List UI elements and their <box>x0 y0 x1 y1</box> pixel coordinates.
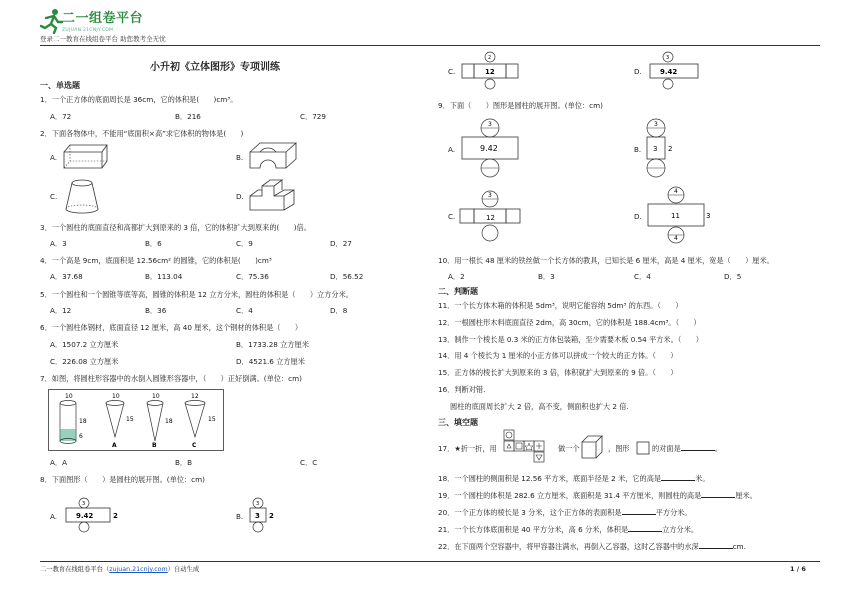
q3-option-c[interactable]: C．9 <box>236 239 253 248</box>
question-10: 10．用一根长 48 厘米的铁丝做一个长方体的教具，已知长是 6 厘米，高是 4 厘米，宽是（ ）厘米。 <box>438 256 774 265</box>
q20-answer-blank[interactable] <box>622 514 656 515</box>
q4-option-b[interactable]: B．113.04 <box>145 272 183 281</box>
q19-answer-blank[interactable] <box>701 497 735 498</box>
q10-option-a[interactable]: A．2 <box>448 272 465 281</box>
q7-option-b[interactable]: B．B <box>175 458 193 467</box>
q9-option-a[interactable]: A. <box>448 145 456 154</box>
svg-text:10: 10 <box>65 393 73 400</box>
q8-option-c[interactable]: C. <box>448 67 456 76</box>
question-1: 1．一个正方体的底面周长是 36cm，它的体积是( )cm³。 <box>40 95 238 104</box>
q6-option-c[interactable]: C．226.08 立方厘米 <box>50 357 119 366</box>
q2-figure-frustum <box>62 178 102 214</box>
q9a-net-figure <box>458 118 528 184</box>
q8-option-a[interactable]: A. <box>50 512 58 521</box>
q5-option-d[interactable]: D．8 <box>330 306 348 315</box>
q6-option-b[interactable]: B．1733.28 立方厘米 <box>236 340 309 349</box>
q8b-net-figure <box>246 496 286 536</box>
svg-text:3: 3 <box>488 121 492 128</box>
header-slogan: 登录二一教育在线组卷平台 助您教考全无忧 <box>40 35 166 43</box>
q22-answer-blank[interactable] <box>699 548 733 549</box>
q2-option-c[interactable]: C. <box>50 192 58 201</box>
q2-option-b[interactable]: B. <box>236 153 244 162</box>
q2-option-a[interactable]: A. <box>50 153 58 162</box>
q9c-net-figure <box>458 190 538 244</box>
page-number: 1 / 6 <box>790 565 806 573</box>
q4-option-c[interactable]: C．75.36 <box>236 272 269 281</box>
q6-option-d[interactable]: D．4521.6 立方厘米 <box>236 357 305 366</box>
question-17-mid2: ，图形 <box>608 444 630 453</box>
svg-text:3: 3 <box>488 192 492 199</box>
question-18: 18．一个圆柱的侧面积是 12.56 平方米，底面半径是 2 米，它的高是 米。 <box>438 474 710 483</box>
logo-subtext: ZUJUAN.21CNJY.COM <box>62 28 114 33</box>
question-5: 5．一个圆柱和一个圆锥等底等高，圆锥的体积是 12 立方分米，圆柱的体积是（ ）立方分米。 <box>40 290 353 299</box>
q4-option-d[interactable]: D．56.52 <box>330 272 364 281</box>
svg-text:18: 18 <box>165 418 173 425</box>
q3-option-b[interactable]: B．6 <box>145 239 162 248</box>
question-19: 19．一个圆柱的体积是 282.6 立方厘米，底面积是 31.4 平方厘米，则圆柱的高是 厘米。 <box>438 491 757 500</box>
footer-source: 二一教育在线组卷平台（zujuan.21cnjy.com）自动生成 <box>40 566 200 573</box>
q10-option-c[interactable]: C．4 <box>634 272 651 281</box>
svg-text:9.42: 9.42 <box>660 68 678 76</box>
question-21: 21．一个长方体底面积是 40 平方分米，高 6 分米，体积是 立方分米。 <box>438 525 699 534</box>
svg-text:3: 3 <box>706 212 711 220</box>
question-12: 12．一根圆柱形木料底面直径 2dm，高 30cm，它的体积是 188.4cm³。（ ） <box>438 318 701 327</box>
q3-option-a[interactable]: A．3 <box>50 239 67 248</box>
footer-link[interactable]: zujuan.21cnjy.com <box>109 566 168 573</box>
document-title: 小升初《立体图形》专项训练 <box>150 62 280 73</box>
q4-option-a[interactable]: A．37.68 <box>50 272 83 281</box>
svg-text:C: C <box>192 442 197 449</box>
question-2: 2．下面各物体中，不能用“底面积×高”求它体积的物体是( ) <box>40 129 244 138</box>
q8c-net-figure <box>460 50 532 94</box>
q8d-net-figure <box>646 50 718 94</box>
svg-text:2: 2 <box>113 512 118 520</box>
svg-text:A: A <box>112 442 117 449</box>
q6-option-a[interactable]: A．1507.2 立方厘米 <box>50 340 119 349</box>
q9-option-d[interactable]: D. <box>634 212 642 221</box>
q7-option-a[interactable]: A．A <box>50 458 68 467</box>
svg-text:15: 15 <box>208 416 216 423</box>
question-17-suffix: 的对面是 。 <box>652 444 722 453</box>
svg-text:2: 2 <box>269 512 274 520</box>
section-fill-blank: 三、填空题 <box>438 418 478 427</box>
q17-square-icon <box>636 441 650 455</box>
svg-text:3: 3 <box>666 55 670 61</box>
q9b-net-figure <box>644 118 694 184</box>
q9-option-b[interactable]: B. <box>634 145 642 154</box>
logo-text: 二一组卷平台 <box>62 11 144 26</box>
svg-text:11: 11 <box>671 212 680 220</box>
q9-option-c[interactable]: C. <box>448 212 456 221</box>
question-6: 6．一个圆柱体钢材，底面直径 12 厘米，高 40 厘米，这个钢材的体积是（ ） <box>40 323 303 332</box>
q17-answer-blank[interactable] <box>681 450 715 451</box>
svg-text:2: 2 <box>488 55 492 61</box>
footer-divider <box>40 561 820 562</box>
question-7: 7．如图，将圆柱形容器中的水倒入圆锥形容器中，（ ）正好倒满。(单位：cm) <box>40 374 302 383</box>
q2-option-d[interactable]: D. <box>236 192 244 201</box>
svg-text:10: 10 <box>112 393 120 400</box>
svg-text:9.42: 9.42 <box>480 144 498 153</box>
q2-figure-prism <box>62 142 108 170</box>
q1-option-a[interactable]: A．72 <box>50 112 72 121</box>
q18-answer-blank[interactable] <box>661 480 695 481</box>
q8a-net-figure <box>62 496 126 536</box>
q5-option-b[interactable]: B．36 <box>145 306 167 315</box>
svg-text:3: 3 <box>654 121 658 128</box>
question-8: 8．下面图形（ ）是圆柱的展开图。(单位：cm) <box>40 475 205 484</box>
q2-figure-arch <box>248 140 300 170</box>
question-20: 20．一个正方体的棱长是 3 分米，这个正方体的表面积是 平方分米。 <box>438 508 692 517</box>
section-true-false: 二、判断题 <box>438 287 478 296</box>
q5-option-c[interactable]: C．4 <box>236 306 253 315</box>
section-single-choice: 一、单选题 <box>40 81 80 90</box>
svg-text:3: 3 <box>82 501 86 507</box>
svg-text:4: 4 <box>674 188 678 195</box>
question-13: 13．制作一个棱长是 0.3 米的正方体包装箱，至少需要木板 0.54 平方米。（ ） <box>438 335 703 344</box>
q8-option-b[interactable]: B. <box>236 512 244 521</box>
question-16: 16．判断对错. <box>438 385 486 394</box>
svg-text:10: 10 <box>152 393 160 400</box>
q10-option-b[interactable]: B．3 <box>538 272 555 281</box>
question-22: 22．在下面两个空容器中，将甲容器注满水，再倒入乙容器，这时乙容器中的水深 cm. <box>438 542 746 551</box>
svg-text:3: 3 <box>255 512 260 520</box>
q17-cube-net-figure <box>500 428 556 468</box>
q7-figure-containers <box>48 389 224 451</box>
svg-text:3: 3 <box>256 501 260 507</box>
svg-text:2: 2 <box>668 145 673 153</box>
svg-text:9.42: 9.42 <box>76 512 94 520</box>
svg-text:4: 4 <box>674 235 678 242</box>
question-14: 14．用 4 个棱长为 1 厘米的小正方体可以拼成一个较大的正方体。（ ） <box>438 351 678 360</box>
question-17-mid: 做一个 <box>558 444 580 453</box>
question-11: 11．一个长方体木箱的体积是 5dm³，说明它能容纳 5dm³ 的东西。（ ） <box>438 301 683 310</box>
question-4: 4．一个高是 9cm，底面积是 12.56cm² 的圆锥，它的体积是( )cm³ <box>40 256 272 265</box>
q7-option-c[interactable]: C．C <box>300 458 318 467</box>
runner-logo-icon <box>40 8 64 34</box>
svg-text:12: 12 <box>191 393 199 400</box>
svg-text:15: 15 <box>126 416 134 423</box>
q1-option-b[interactable]: B．216 <box>175 112 201 121</box>
q21-answer-blank[interactable] <box>628 531 662 532</box>
header-divider <box>40 45 820 46</box>
svg-text:6: 6 <box>79 433 83 440</box>
q8-option-d[interactable]: D. <box>634 67 642 76</box>
question-3: 3．一个圆柱的底面直径和高都扩大到原来的 3 倍，它的体积扩大到原来的( )倍。 <box>40 223 311 232</box>
q2-figure-step-block <box>248 178 300 212</box>
svg-text:12: 12 <box>485 68 495 76</box>
q5-option-a[interactable]: A．12 <box>50 306 72 315</box>
q3-option-d[interactable]: D．27 <box>330 239 352 248</box>
svg-text:18: 18 <box>79 418 87 425</box>
svg-text:12: 12 <box>486 214 495 222</box>
question-16-statement: 圆柱的底面周长扩大 2 倍，高不变，侧面积也扩大 2 倍. <box>450 402 629 411</box>
q17-cube-icon <box>580 434 606 460</box>
q1-option-c[interactable]: C．729 <box>300 112 326 121</box>
question-9: 9．下面（ ）图形是圆柱的展开图。(单位：cm) <box>438 101 603 110</box>
svg-text:3: 3 <box>653 145 658 153</box>
svg-text:B: B <box>152 442 157 449</box>
q9d-net-figure <box>644 186 720 246</box>
question-15: 15．正方体的棱长扩大到原来的 3 倍，体积就扩大到原来的 9 倍。（ ） <box>438 368 678 377</box>
question-17-prefix: 17．★折一折，用 <box>438 444 497 453</box>
q10-option-d[interactable]: D．5 <box>724 272 742 281</box>
